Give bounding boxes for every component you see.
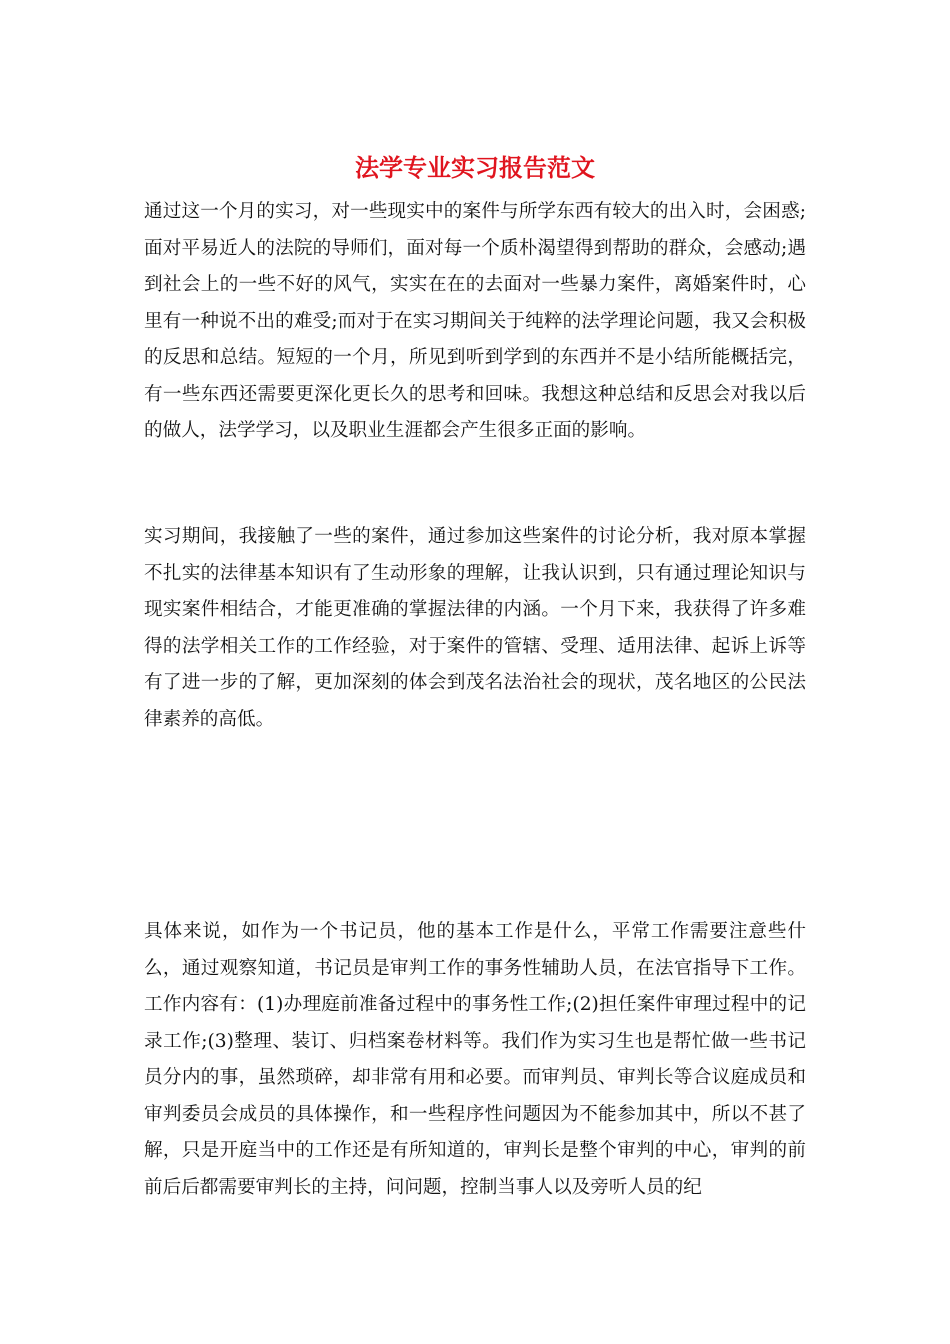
- paragraph-1: 通过这一个月的实习，对一些现实中的案件与所学东西有较大的出入时，会困惑;面对平易近人的法院的导师们，面对每一个质朴渴望得到帮助的群众，会感动;遇到社会上的一些不好的风气，实实在在的去面对一些暴力案件，离婚案件时，心里有一种说不出的难受;而对于在实习期间关于纯粹的法学理论问题，我又会积极的反思和总结。短短的一个月，所见到听到学到的东西并不是小结所能概括完，有一些东西还需要更深化更长久的思考和回味。我想这种总结和反思会对我以后的做人，法学学习，以及职业生涯都会产生很多正面的影响。: [144, 201, 806, 441]
- paragraph-2: 实习期间，我接触了一些的案件，通过参加这些案件的讨论分析，我对原本掌握不扎实的法律基本知识有了生动形象的理解，让我认识到，只有通过理论知识与现实案件相结合，才能更准确的掌握法律的内涵。一个月下来，我获得了许多难得的法学相关工作的工作经验，对于案件的管辖、受理、适用法律、起诉上诉等有了进一步的了解，更加深刻的体会到茂名法治社会的现状，茂名地区的公民法律素养的高低。: [144, 526, 806, 730]
- paragraph-3: 具体来说，如作为一个书记员，他的基本工作是什么，平常工作需要注意些什么，通过观察知道，书记员是审判工作的事务性辅助人员，在法官指导下工作。工作内容有：(1)办理庭前准备过程中的事务性工作;(2)担任案件审理过程中的记录工作;(3)整理、装订、归档案卷材料等。我们作为实习生也是帮忙做一些书记员分内的事，虽然琐碎，却非常有用和必要。而审判员、审判长等合议庭成员和审判委员会成员的具体操作，和一些程序性问题因为不能参加其中，所以不甚了解，只是开庭当中的工作还是有所知道的，审判长是整个审判的中心，审判的前前后后都需要审判长的主持，问问题，控制当事人以及旁听人员的纪: [144, 921, 806, 1198]
- document-title: 法学专业实习报告范文: [355, 154, 595, 182]
